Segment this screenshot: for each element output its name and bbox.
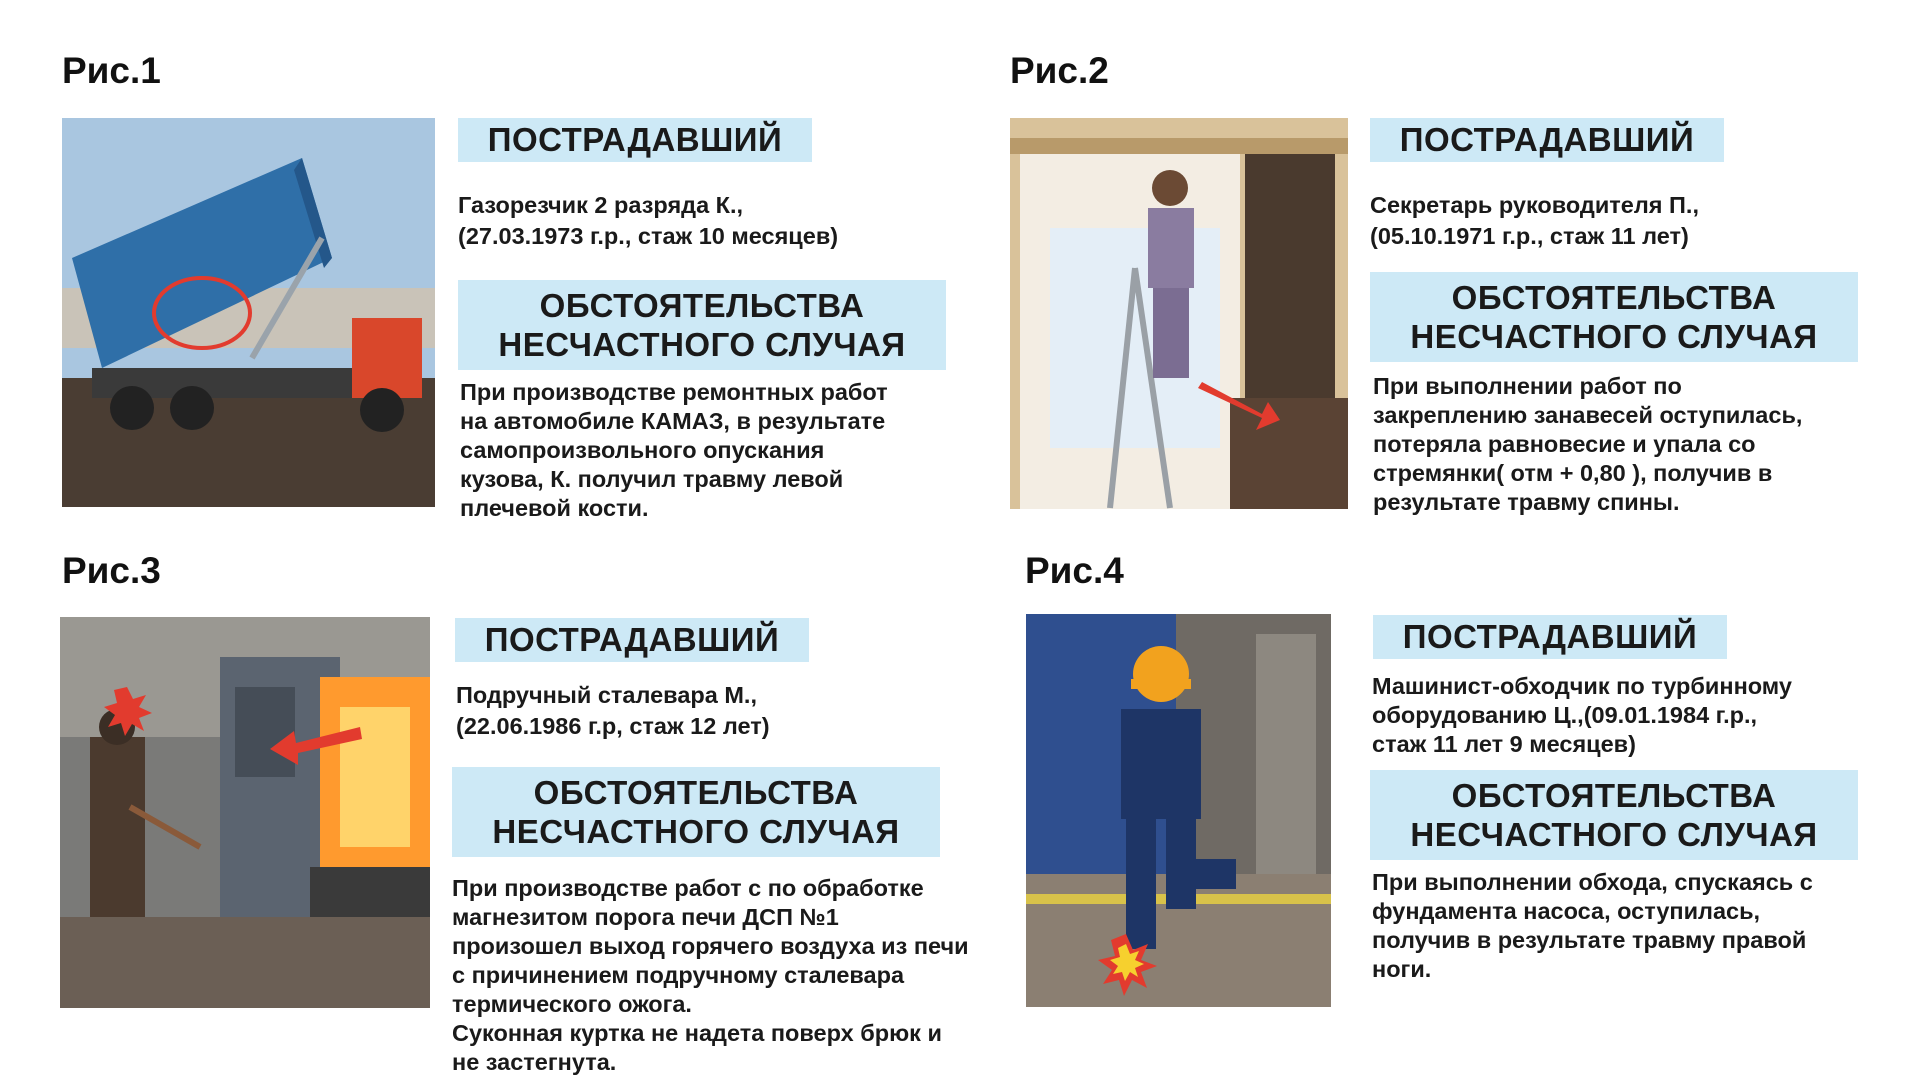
figure-2-title: Рис.2 (1010, 50, 1109, 91)
victim-info-line: (27.03.1973 г.р., стаж 10 месяцев) (458, 223, 839, 249)
circumstances-label (1370, 272, 1858, 362)
victim-info-line: Секретарь руководителя П., (1370, 192, 1699, 218)
circumstances-label (1370, 770, 1858, 860)
circumstances-label-line: ОБСТОЯТЕЛЬСТВА (1451, 777, 1777, 814)
accident-description (1372, 868, 1892, 984)
victim-info (458, 190, 918, 252)
description-line: фундамента насоса, оступилась, (1372, 898, 1761, 924)
description-line: При выполнении работ по (1373, 373, 1682, 399)
description-line: закреплению занавесей оступилась, (1373, 402, 1803, 428)
description-line: произошел выход горячего воздуха из печи (452, 933, 969, 959)
description-line: не застегнута. (452, 1049, 617, 1075)
circumstances-label-line: НЕСЧАСТНОГО СЛУЧАЯ (1410, 816, 1818, 853)
victim-label: ПОСТРАДАВШИЙ (1370, 118, 1724, 162)
circumstances-label-line: ОБСТОЯТЕЛЬСТВА (539, 287, 865, 324)
circumstances-label (452, 767, 940, 857)
victim-info-line: оборудованию Ц.,(09.01.1984 г.р., (1372, 702, 1758, 728)
victim-info-line: Подручный сталевара М., (456, 682, 757, 708)
description-line: получив в результате травму правой (1372, 927, 1807, 953)
accident-description (1373, 372, 1893, 517)
figure-4-title: Рис.4 (1025, 550, 1124, 591)
furnace-photo (60, 617, 430, 1008)
victim-info (1370, 190, 1870, 252)
victim-info-line: Газорезчик 2 разряда К., (458, 192, 744, 218)
description-line: Суконная куртка не надета поверх брюк и (452, 1020, 942, 1046)
victim-label: ПОСТРАДАВШИЙ (458, 118, 812, 162)
victim-label: ПОСТРАДАВШИЙ (455, 618, 809, 662)
circumstances-label-line: ОБСТОЯТЕЛЬСТВА (533, 774, 859, 811)
circumstances-label-line: НЕСЧАСТНОГО СЛУЧАЯ (492, 813, 900, 850)
circumstances-label-line: НЕСЧАСТНОГО СЛУЧАЯ (498, 326, 906, 363)
description-line: При выполнении обхода, спускаясь с (1372, 869, 1813, 895)
description-line: плечевой кости. (460, 495, 649, 521)
accident-description (452, 874, 1012, 1077)
victim-info-line: (05.10.1971 г.р., стаж 11 лет) (1370, 223, 1689, 249)
circumstances-label-line: НЕСЧАСТНОГО СЛУЧАЯ (1410, 318, 1818, 355)
circumstances-label (458, 280, 946, 370)
victim-info-line: (22.06.1986 г.р, стаж 12 лет) (456, 713, 770, 739)
figure-3-title: Рис.3 (62, 550, 161, 591)
victim-info (456, 680, 916, 742)
description-line: стремянки( отм + 0,80 ), получив в (1373, 460, 1773, 486)
victim-info-line: Машинист-обходчик по турбинному (1372, 673, 1792, 699)
circumstances-label-line: ОБСТОЯТЕЛЬСТВА (1451, 279, 1777, 316)
description-line: самопроизвольного опускания (460, 437, 825, 463)
victim-info (1372, 672, 1892, 759)
figure-1-title: Рис.1 (62, 50, 161, 91)
victim-label: ПОСТРАДАВШИЙ (1373, 615, 1727, 659)
description-line: результате травму спины. (1373, 489, 1680, 515)
curtain-ladder-photo (1010, 118, 1348, 509)
description-line: ноги. (1372, 956, 1432, 982)
description-line: на автомобиле КАМАЗ, в результате (460, 408, 886, 434)
description-line: магнезитом порога печи ДСП №1 (452, 904, 839, 930)
description-line: кузова, К. получил травму левой (460, 466, 844, 492)
description-line: термического ожога. (452, 991, 692, 1017)
dump-truck-photo (62, 118, 435, 507)
description-line: потеряла равновесие и упала со (1373, 431, 1756, 457)
turbine-worker-photo (1026, 614, 1331, 1007)
description-line: При производстве работ с по обработке (452, 875, 924, 901)
victim-info-line: стаж 11 лет 9 месяцев) (1372, 731, 1636, 757)
accident-description (460, 378, 960, 523)
description-line: При производстве ремонтных работ (460, 379, 888, 405)
description-line: с причинением подручному сталевара (452, 962, 905, 988)
